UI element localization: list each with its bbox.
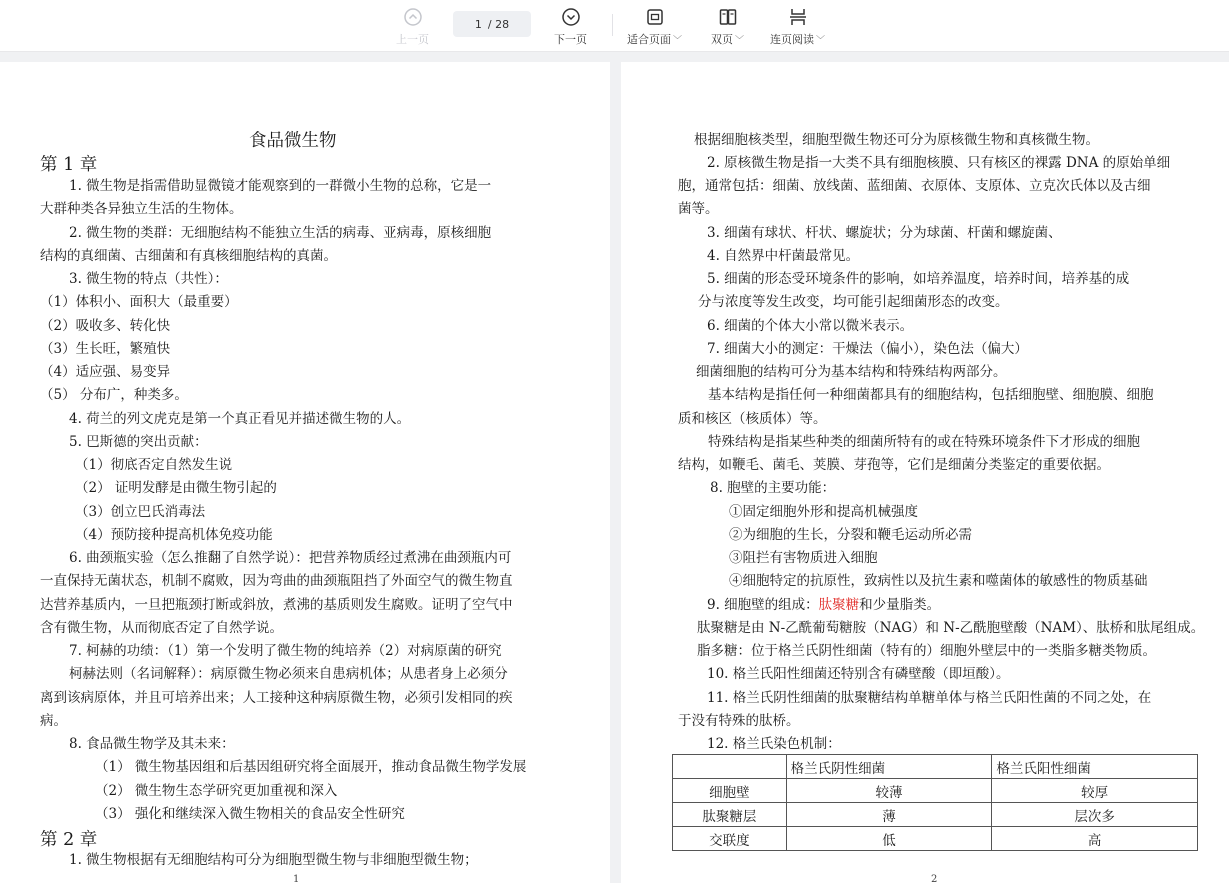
chevron-down-icon: ﹀: [673, 36, 683, 46]
table-row: [673, 779, 1198, 803]
list-item: ①固定细胞外形和提高机械强度: [729, 504, 918, 520]
paragraph-line: 1. 微生物是指需借助显微镜才能观察到的一群微小生物的总称，它是一: [69, 178, 492, 194]
page-number: 2: [931, 874, 938, 883]
paragraph-line: 胞，通常包括：细菌、放线菌、蓝细菌、衣原体、支原体、立克次氏体以及古细: [678, 178, 1151, 194]
paragraph-line: 12. 格兰氏染色机制：: [707, 736, 841, 752]
paragraph-line: 肽聚糖是由 N-乙酰葡萄糖胺（NAG）和 N-乙酰胞壁酸（NAM）、肽桥和肽尾组成。: [697, 620, 1205, 636]
paragraph-line: 分与浓度等发生改变，均可能引起细菌形态的改变。: [698, 294, 1009, 310]
continuous-scroll-icon: [788, 6, 808, 28]
paragraph-line: 根据细胞核类型，细胞型微生物还可分为原核微生物和真核微生物。: [694, 132, 1099, 148]
list-item: （2）吸收多、转化快: [40, 318, 171, 334]
paragraph-line: 8. 食品微生物学及其未来：: [69, 736, 235, 752]
prev-page-label: 上一页: [396, 33, 429, 46]
gram-stain-table: [672, 754, 1198, 851]
paragraph-line: 10. 格兰氏阳性细菌还特别含有磷壁酸（即垣酸）。: [707, 666, 1010, 682]
paragraph-line: 1. 微生物根据有无细胞结构可分为细胞型微生物与非细胞型微生物；: [69, 852, 478, 868]
paragraph-line: 结构的真细菌、古细菌和有真核细胞结构的真菌。: [40, 248, 337, 264]
list-item: ③阻拦有害物质进入细胞: [729, 550, 878, 566]
page-indicator[interactable]: [453, 11, 531, 37]
line-text: 9. 细胞壁的组成：: [707, 597, 819, 613]
paragraph-line: 5. 细菌的形态受环境条件的影响，如培养温度，培养时间，培养基的成: [707, 271, 1130, 287]
document-page-1: [0, 62, 610, 883]
paragraph-line: 7. 柯赫的功绩：（1）第一个发明了微生物的纯培养（2）对病原菌的研究: [69, 643, 502, 659]
table-cell: 细胞壁: [673, 779, 787, 803]
page-number: 1: [293, 874, 300, 883]
list-item: （3） 强化和继续深入微生物相关的食品安全性研究: [95, 806, 405, 822]
next-page-button[interactable]: [554, 6, 587, 47]
arrow-up-circle-icon: [403, 6, 423, 28]
table-cell: 高: [992, 827, 1198, 851]
chevron-down-icon: ﹀: [816, 36, 826, 46]
paragraph-line: 2. 原核微生物是指一大类不具有细胞核膜、只有核区的裸露 DNA 的原始单细: [707, 155, 1171, 171]
document-title: 食品微生物: [249, 131, 337, 151]
chapter-heading: 第 2 章: [40, 830, 98, 850]
paragraph-line: 8. 胞壁的主要功能：: [710, 480, 836, 496]
list-item: （1） 微生物基因组和后基因组研究将全面展开，推动食品微生物学发展: [95, 759, 527, 775]
table-header-cell: 格兰氏阴性细菌: [786, 755, 992, 779]
double-page-label: 双页: [711, 33, 733, 46]
table-header-row: [673, 755, 1198, 779]
paragraph-line: 特殊结构是指某些种类的细菌所特有的或在特殊环境条件下才形成的细胞: [708, 434, 1140, 450]
list-item: （1）体积小、面积大（最重要）: [40, 294, 238, 310]
paragraph-line: 6. 曲颈瓶实验（怎么推翻了自然学说）：把营养物质经过煮沸在曲颈瓶内可: [69, 550, 512, 566]
paragraph-line: 4. 荷兰的列文虎克是第一个真正看见并描述微生物的人。: [69, 411, 411, 427]
continuous-read-label: 连页阅读: [770, 33, 814, 46]
table-cell: 交联度: [673, 827, 787, 851]
table-cell: 低: [786, 827, 992, 851]
next-page-label: 下一页: [554, 33, 587, 46]
list-item: （1）彻底否定自然发生说: [75, 457, 233, 473]
paragraph-line: 质和核区（核质体）等。: [678, 411, 827, 427]
table-row: [673, 827, 1198, 851]
current-page-input[interactable]: 1: [474, 17, 482, 31]
table-cell: 较薄: [786, 779, 992, 803]
paragraph-line: 7. 细菌大小的测定：干燥法（偏小），染色法（偏大）: [707, 341, 1028, 357]
prev-page-button[interactable]: [396, 6, 429, 47]
paragraph-line: 于没有特殊的肽桥。: [678, 713, 800, 729]
fit-page-label: 适合页面: [627, 33, 671, 46]
list-item: （3）生长旺，繁殖快: [40, 341, 171, 357]
paragraph-line: 2. 微生物的类群：无细胞结构不能独立生活的病毒、亚病毒，原核细胞: [69, 225, 492, 241]
chapter-heading: 第 1 章: [40, 155, 98, 175]
list-item: （3）创立巴氏消毒法: [75, 504, 206, 520]
paragraph-line: 达营养基质内，一旦把瓶颈打断或斜放，煮沸的基质则发生腐败。证明了空气中: [40, 597, 513, 613]
paragraph-line: 离到该病原体，并且可培养出来；人工接种这种病原微生物，必须引发相同的疾: [40, 690, 513, 706]
paragraph-line: 一直保持无菌状态，机制不腐败，因为弯曲的曲颈瓶阻挡了外面空气的微生物直: [40, 573, 513, 589]
double-page-icon: [718, 6, 738, 28]
table-header-cell: 格兰氏阳性细菌: [992, 755, 1198, 779]
paragraph-line: 病。: [40, 713, 67, 729]
paragraph-line: 菌等。: [678, 201, 719, 217]
paragraph-line: 结构，如鞭毛、菌毛、荚膜、芽孢等，它们是细菌分类鉴定的重要依据。: [678, 457, 1110, 473]
list-item: ②为细胞的生长，分裂和鞭毛运动所必需: [729, 527, 972, 543]
toolbar-divider: [612, 14, 613, 36]
paragraph-line: [707, 596, 940, 614]
double-page-button[interactable]: [711, 6, 744, 47]
fit-page-icon: [645, 6, 665, 28]
paragraph-line: 6. 细菌的个体大小常以微米表示。: [707, 318, 914, 334]
paragraph-line: 3. 细菌有球状、杆状、螺旋状；分为球菌、杆菌和螺旋菌、: [707, 225, 1062, 241]
viewer-toolbar: [0, 0, 1229, 52]
paragraph-line: 3. 微生物的特点（共性）：: [69, 271, 228, 287]
chevron-down-icon: ﹀: [735, 36, 745, 46]
highlighted-term: 肽聚糖: [818, 597, 860, 613]
arrow-down-circle-icon: [561, 6, 581, 28]
continuous-read-button[interactable]: [770, 6, 825, 47]
document-page-2: [621, 62, 1229, 883]
fit-page-button[interactable]: [627, 6, 682, 47]
line-text: 和少量脂类。: [859, 597, 941, 613]
table-row: [673, 803, 1198, 827]
list-item: （4）适应强、易变异: [40, 364, 171, 380]
paragraph-line: 4. 自然界中杆菌最常见。: [707, 248, 860, 264]
list-item: （5） 分布广，种类多。: [40, 387, 188, 403]
paragraph-line: 细菌细胞的结构可分为基本结构和特殊结构两部分。: [696, 364, 1007, 380]
paragraph-line: 5. 巴斯德的突出贡献：: [69, 434, 208, 450]
table-cell: 肽聚糖层: [673, 803, 787, 827]
paragraph-line: 基本结构是指任何一种细菌都具有的细胞结构，包括细胞壁、细胞膜、细胞: [708, 387, 1154, 403]
list-item: （2） 微生物生态学研究更加重视和深入: [95, 783, 338, 799]
total-pages: / 28: [487, 17, 510, 31]
list-item: （4）预防接种提高机体免疫功能: [75, 527, 273, 543]
table-cell: [673, 755, 787, 779]
paragraph-line: 大群种类各异独立生活的生物体。: [40, 201, 243, 217]
paragraph-line: 柯赫法则（名词解释）：病原微生物必须来自患病机体；从患者身上必须分: [69, 666, 508, 682]
table-cell: 较厚: [992, 779, 1198, 803]
list-item: （2） 证明发酵是由微生物引起的: [75, 480, 277, 496]
paragraph-line: 脂多糖：位于格兰氏阴性细菌（特有的）细胞外壁层中的一类脂多糖类物质。: [697, 643, 1156, 659]
table-cell: 薄: [786, 803, 992, 827]
paragraph-line: 11. 格兰氏阴性细菌的肽聚糖结构单糖单体与格兰氏阳性菌的不同之处，在: [707, 690, 1152, 706]
list-item: ④细胞特定的抗原性，致病性以及抗生素和噬菌体的敏感性的物质基础: [729, 573, 1148, 589]
paragraph-line: 含有微生物，从而彻底否定了自然学说。: [40, 620, 283, 636]
table-cell: 层次多: [992, 803, 1198, 827]
